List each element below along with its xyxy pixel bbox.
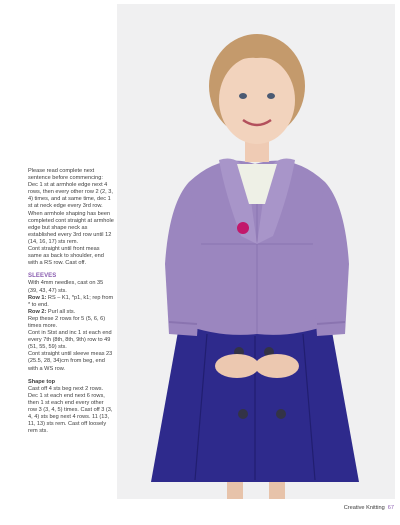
increase-text: Cont in Stst and inc 1 st each end every 7th (8th, 8th, 9th) row to 49 (51, 55, 59) sts. [28,330,112,351]
cont-text: Cont straight until front meas same as back to shoulder, end with a RS row. Cast off. [28,246,104,267]
row2-label: Row 2: [28,308,47,315]
armhole-text: When armhole shaping has been completed cont straight at armhole edge but shape neck as established every 3rd row until 12 (14, 16, 17) sts rem. [28,210,114,245]
page-footer [344,505,394,511]
sleeves-heading: SLEEVES [28,273,57,280]
row1-text: RS – K1, *p1, k1; rep from * to end. [28,294,114,308]
row1-instruction [28,295,114,309]
row1-label: Row 1: [28,294,47,301]
body-intro-text: Please read complete next sentence before commencing: Dec 1 st at armhole edge next 4 rows, then every other row 2 (2, 3, 4) times, and at same time, dec 1 st at neck edge every 3rd row. [28,168,113,210]
row2-text: Purl all sts. [46,308,76,315]
model-photo [117,4,395,499]
shape-top-heading: Shape top [28,378,56,385]
repeat-text: Rep these 2 rows for 5 (5, 6, 6) times more. [28,315,106,329]
pattern-instructions [28,168,114,435]
magazine-name: Creative Knitting [343,505,385,511]
straight-text: Cont straight until sleeve meas 23 (25.5, 28, 34)cm from beg, end with a WS row. [28,351,113,372]
page-number: 67 [387,505,394,511]
girl-in-purple-cardigan-photo [117,4,395,499]
shape-top-text: Cast off 4 sts beg next 2 rows. Dec 1 st each end next 6 rows, then 1 st each end every other row 3 (3, 4, 5) times. Cast off 3 (3, 4, 4) sts beg next 4 rows. 11 (13, 11, 13) sts rem. Cast off loosely rem sts. [28,385,113,435]
row2-instruction [28,309,114,316]
sleeves-cast-on: With 4mm needles, cast on 35 (39, 43, 47) sts. [28,280,104,294]
